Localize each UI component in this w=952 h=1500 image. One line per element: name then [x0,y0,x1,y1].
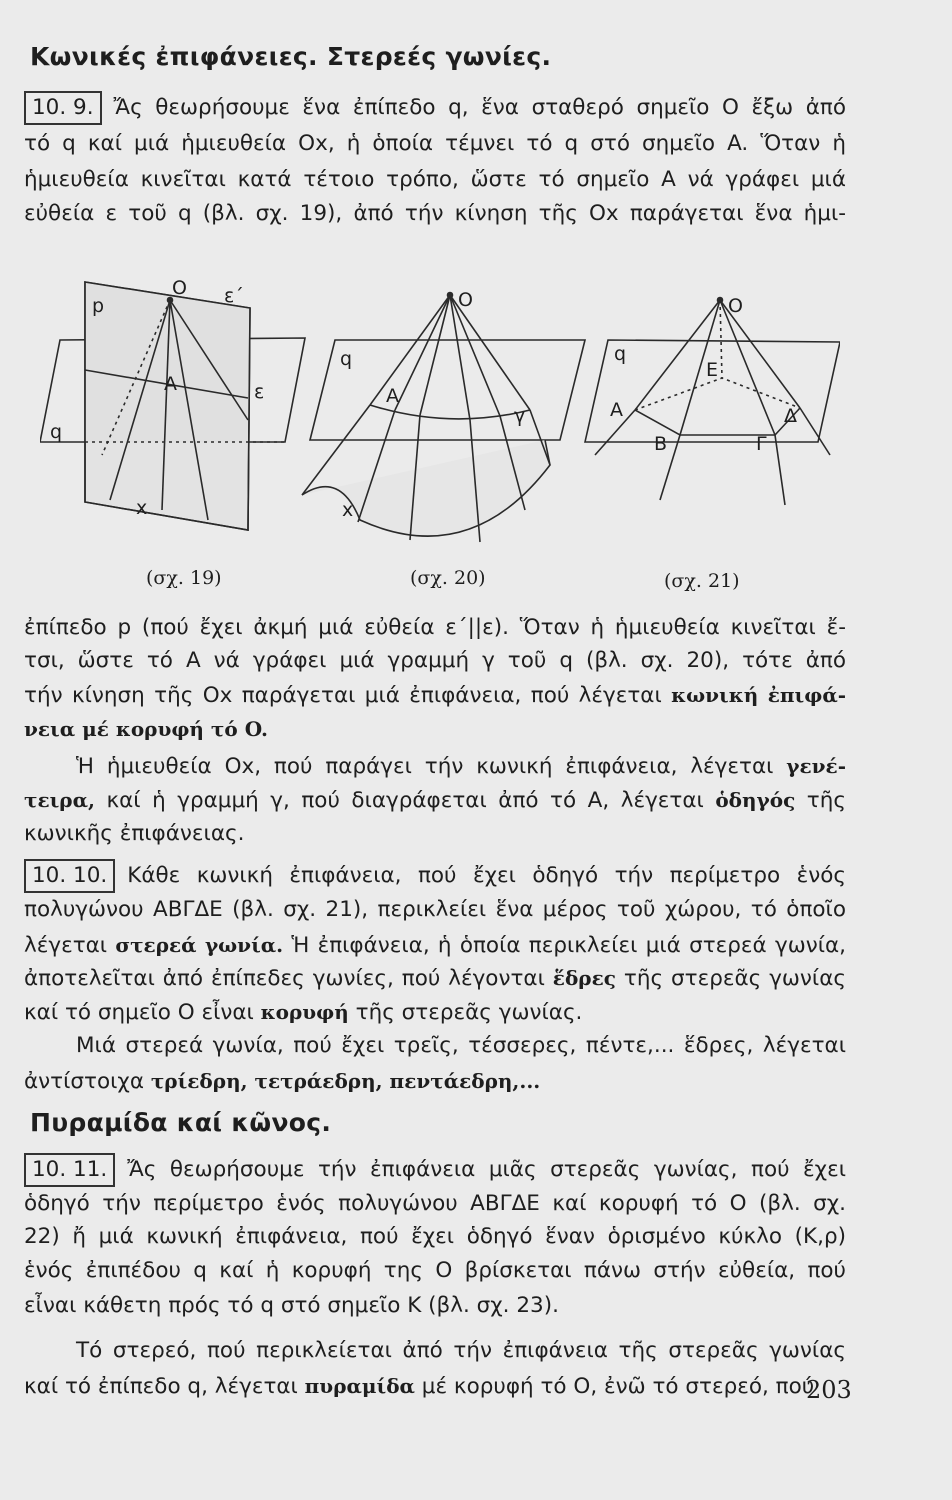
fig19-label-eps: ε [254,381,265,403]
figure-21-drawing [585,298,840,506]
figure-19-drawing [40,282,305,530]
term-generatrix-cont: τειρα, [24,788,95,812]
fig19-label-eps-prime: ε΄ [224,285,244,307]
paragraph-line: τό q καί μιά ἡμιευθεία Ox, ἡ ὁποία τέμνει τό q στό σημεῖο A. Ὅταν ἡ [24,131,846,156]
paragraph-line: Ἡ ἡμιευθεία Ox, πού παράγει τήν κωνική ἐπιφάνεια, λέγεται γενέ- [76,754,846,779]
fig21-label-q: q [614,343,627,365]
paragraph-line: εἶναι κάθετη πρός τό q στό σημεῖο K (βλ. σχ. 23). [24,1293,559,1318]
term-trihedral-etc: τρίεδρη, τετράεδρη, πεντάεδρη,... [150,1069,541,1093]
section-heading-conical-surfaces: Κωνικές ἐπιφάνειες. Στερεές γωνίες. [30,42,552,71]
fig21-label-d: Δ [784,405,797,427]
section-heading-pyramid-cone: Πυραμίδα καί κῶνος. [30,1108,332,1137]
paragraph-line: τσι, ὥστε τό A νά γράφει μιά γραμμή γ τοῦ q (βλ. σχ. 20), τότε ἀπό [24,648,846,673]
term-faces: ἕδρες [552,966,616,990]
fig20-label-a: A [386,385,399,407]
paragraph-line: ὁδηγό τήν περίμετρο ἑνός πολυγώνου ΑΒΓΔΕ καί κορυφή τό O (βλ. σχ. [24,1191,846,1216]
paragraph-line: 10. 11. Ἄς θεωρήσουμε τήν ἐπιφάνεια μιᾶς στερεᾶς γωνίας, πού ἔχει [24,1152,846,1188]
fig20-label-x: x [342,499,354,521]
paragraph-line: καί τό σημεῖο O εἶναι κορυφή τῆς στερεᾶς γωνίας. [24,1000,583,1025]
paragraph-line: ἐπίπεδο p (πού ἔχει ἀκμή μιά εὐθεία ε΄||ε). Ὅταν ἡ ἡμιευθεία κινεῖται ἔ- [24,615,846,640]
term-pyramid: πυραμίδα [304,1374,415,1398]
fig19-label-o: O [172,277,187,299]
paragraph-line: ἀντίστοιχα τρίεδρη, τετράεδρη, πεντάεδρη,... [24,1069,541,1094]
fig21-label-g: Γ [756,433,767,455]
paragraph-line: εὐθεία ε τοῦ q (βλ. σχ. 19), ἀπό τήν κίνηση τῆς Ox παράγεται ἕνα ἡμι- [24,201,846,226]
term-directrix: ὁδηγός [715,788,796,812]
term-solid-angle: στερεά γωνία. [115,933,284,957]
figure-caption-21: (σχ. 21) [664,570,740,592]
fig19-label-q: q [50,421,63,443]
fig21-label-b: B [654,433,668,455]
section-number: 10. 9. [24,91,102,125]
paragraph-line: τειρα, καί ἡ γραμμή γ, πού διαγράφεται ἀπό τό A, λέγεται ὁδηγός τῆς [24,788,846,813]
paragraph-line: τήν κίνηση τῆς Ox παράγεται μιά ἐπιφάνεια, πού λέγεται κωνική ἐπιφά- [24,683,847,708]
term-conical-surface: κωνική ἐπιφά- [671,683,847,707]
fig21-label-e: E [706,359,719,381]
figures-19-20-21 [40,270,840,570]
paragraph-line: 22) ἤ μιά κωνική ἐπιφάνεια, πού ἔχει ὁδηγό ἕναν ὁρισμένο κύκλο (K,ρ) [24,1224,846,1249]
paragraph-line: λέγεται στερεά γωνία. Ἡ ἐπιφάνεια, ἡ ὁποία περικλείει μιά στερεά γωνία, [24,933,846,958]
term-generatrix: γενέ- [786,754,846,778]
fig20-label-q: q [340,348,353,370]
fig20-label-gamma: γ [514,405,526,427]
fig19-label-x: x [136,497,148,519]
paragraph-line: ἡμιευθεία κινεῖται κατά τέτοιο τρόπο, ὥστε τό σημεῖο A νά γράφει μιά [24,167,846,192]
paragraph-line: Μιά στερεά γωνία, πού ἔχει τρεῖς, τέσσερες, πέντε,... ἕδρες, λέγεται [76,1033,846,1058]
fig19-label-p: p [92,295,105,317]
paragraph-line [24,711,846,748]
fig21-label-o: O [728,295,743,317]
term-vertex: κορυφή [260,1000,349,1024]
figure-caption-20: (σχ. 20) [410,567,486,589]
fig20-label-o: O [458,289,473,311]
paragraph-line: καί τό ἐπίπεδο q, λέγεται πυραμίδα μέ κορυφή τό O, ἐνῶ τό στερεό, πού [24,1374,815,1399]
paragraph-line: πολυγώνου ΑΒΓΔΕ (βλ. σχ. 21), περικλείει ἕνα μέρος τοῦ χώρου, τό ὁποῖο [24,897,846,922]
section-number: 10. 11. [24,1153,115,1187]
paragraph-line: κωνικῆς ἐπιφάνειας. [24,821,245,846]
fig21-label-a: A [610,399,623,421]
page-number: 203 [806,1376,852,1404]
figure-caption-19: (σχ. 19) [146,567,222,589]
paragraph-line: ἀποτελεῖται ἀπό ἐπίπεδες γωνίες, πού λέγονται ἕδρες τῆς στερεᾶς γωνίας [24,966,846,991]
paragraph-line: 10. 10. Κάθε κωνική ἐπιφάνεια, πού ἔχει ὁδηγό τήν περίμετρο ἑνός [24,858,846,894]
paragraph-line: Τό στερεό, πού περικλείεται ἀπό τήν ἐπιφάνεια τῆς στερεᾶς γωνίας [76,1338,846,1363]
term-conical-surface-cont: νεια μέ κορυφή τό O. [24,717,268,741]
section-number: 10. 10. [24,859,115,893]
paragraph-line: 10. 9. Ἄς θεωρήσουμε ἕνα ἐπίπεδο q, ἕνα σταθερό σημεῖο O ἔξω ἀπό [24,90,846,126]
paragraph-line: ἑνός ἐπιπέδου q καί ἡ κορυφή της O βρίσκεται πάνω στήν εὐθεία, πού [24,1258,846,1283]
fig19-label-a: A [164,373,177,395]
